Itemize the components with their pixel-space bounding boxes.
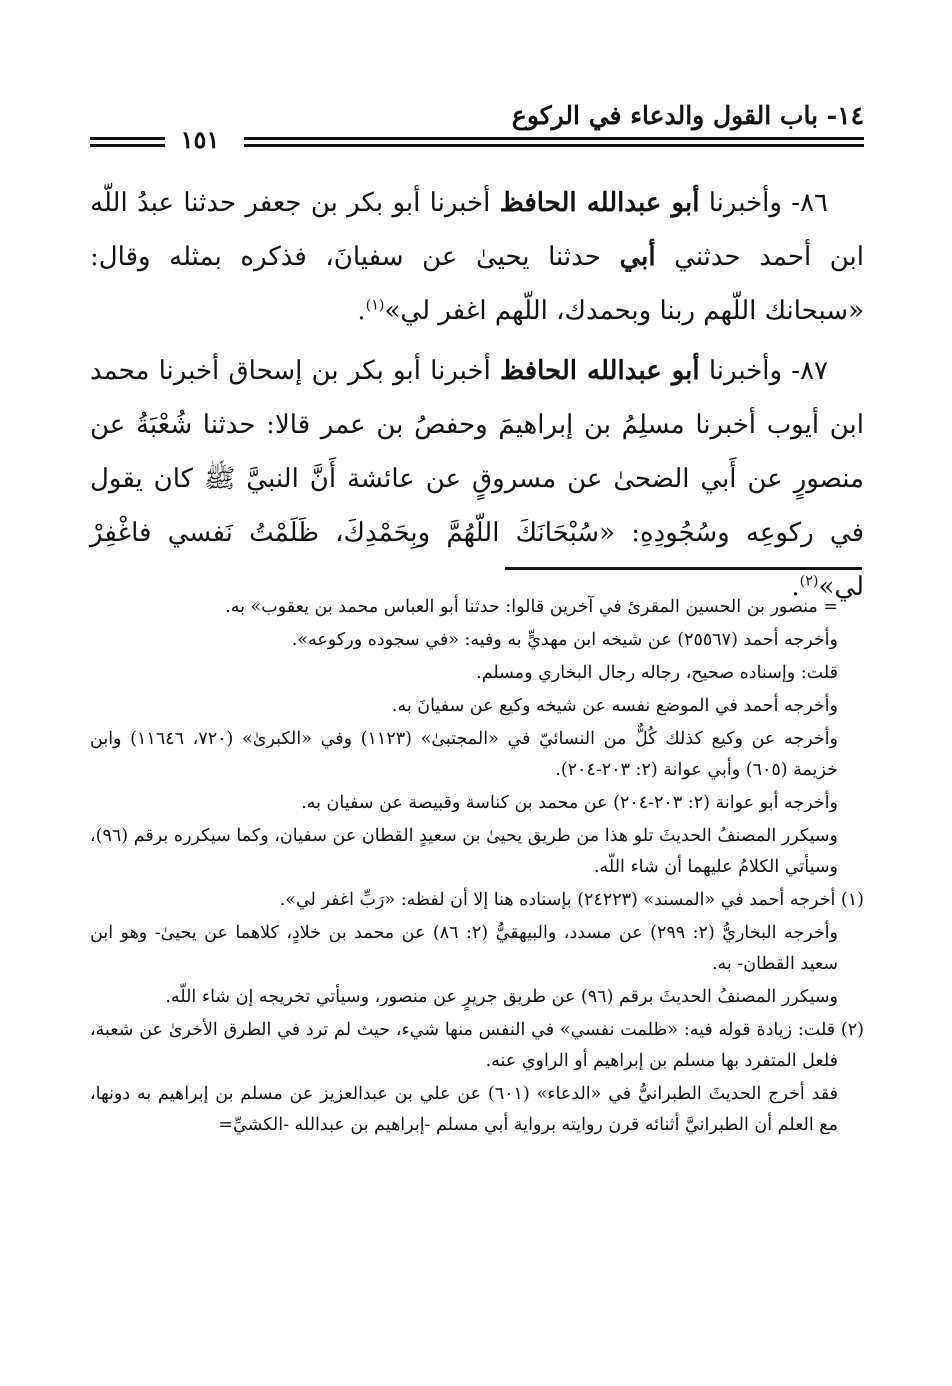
footnote-continuation-line: وأخرجه أبو عوانة (٢: ٢٠٣-٢٠٤) عن محمد بن كناسة وقبيصة عن سفيان به. bbox=[301, 793, 838, 813]
footnote-continuation-line: وأخرجه عن وكيع كذلك كُلٌّ من النسائيّ في «المجتبىٰ» (١١٢٣) وفي «الكبرىٰ» (٧٢٠، ١١٦٤٦) وابن خزيمة (٦٠٥) وأبي عوانة (٢: ٢٠٣-٢٠٤). bbox=[90, 729, 838, 780]
hadith-87-end: . bbox=[791, 572, 800, 602]
footnote-continuation-line: وأخرجه أحمد (٢٥٥٦٧) عن شيخه ابن مهديٍّ به وفيه: «في سجوده وركوعه». bbox=[291, 630, 838, 650]
hadith-86-end: . bbox=[357, 296, 366, 326]
footnote-separator bbox=[505, 567, 862, 570]
footnote-continuation-line: وسيكرر المصنفُ الحديثَ تلو هذا من طريق يحيىٰ بن سعيدٍ القطان عن سفيان، وكما سيكرره برقم (٩٦)، وسيأتي الكلامُ عليهما أن شاء اللّه. bbox=[90, 826, 838, 877]
footnote-1-line: وسيكرر المصنفُ الحديثَ برقم (٩٦) عن طريق جريرٍ عن منصور، وسيأتي تخريجه إن شاء اللّه. bbox=[165, 987, 838, 1007]
footnote-2-line: فقد أخرج الحديثَ الطبرانيُّ في «الدعاء» (٦٠١) عن علي بن عبدالعزيز عن مسلم بن إبراهيم به دونها، مع العلم أن الطبرانيَّ أثنائه قرن روايته برواية أبي مسلم -إبراهيم بن عبدالله -الكشيِّ= bbox=[90, 1084, 838, 1135]
narrator-name: أبو عبدالله الحافظ bbox=[499, 188, 700, 218]
footnote-1-line: وأخرجه البخاريُّ (٢: ٢٩٩) عن مسدد، والبيهقيُّ (٢: ٨٦) عن محمد بن خلادٍ، كلاهما عن يحيىٰ- وهو ابن سعيد القطان- به. bbox=[90, 923, 838, 974]
hadith-87 bbox=[90, 344, 864, 614]
header-rule-long-top bbox=[244, 137, 864, 140]
page-number: ١٥١ bbox=[180, 125, 220, 154]
footnotes bbox=[90, 592, 864, 1143]
chapter-title: ١٤- باب القول والدعاء في الركوع bbox=[511, 101, 864, 130]
footnote-ref-1: (١) bbox=[365, 297, 385, 314]
footnote-2: (٢) قلت: زيادة قوله فيه: «ظلمت نفسي» في النفس منها شيء، حيث لم ترد في الطرق الأخرىٰ عن شعبة، فلعل المتفرد بها مسلم بن إبراهيم أو الراوي عنه. bbox=[90, 1020, 864, 1071]
footnote-1: (١) أخرجه أحمد في «المسند» (٢٤٢٢٣) بإسناده هنا إلا أن لفظه: «رَبِّ اغفر لي». bbox=[279, 890, 864, 910]
narrator-name: أبو عبدالله الحافظ bbox=[500, 356, 700, 386]
header-rule-short-bottom bbox=[90, 144, 165, 147]
hadith-86 bbox=[90, 176, 864, 338]
header-rule-short-top bbox=[90, 137, 165, 140]
footnote-continuation-line: قلت: وإسناده صحيح، رجاله رجال البخاري ومسلم. bbox=[476, 663, 838, 683]
footnote-continuation-line: = منصور بن الحسين المقرئ في آخرين قالوا: حدثنا أبو العباس محمد بن يعقوب» به. bbox=[225, 597, 838, 617]
hadith-86-text: أخبرنا أبو بكر بن جعفر حدثنا عبدُ اللّه ابن أحمد حدثني bbox=[90, 188, 865, 272]
narrator-father: أبي bbox=[619, 242, 656, 272]
hadith-86-text-cont: حدثنا يحيىٰ عن سفيانَ، فذكره بمثله وقال: «سبحانك اللّهم ربنا وبحمدك، اللّهم اغفر لي» bbox=[90, 242, 864, 326]
header-rule-long-bottom bbox=[244, 144, 864, 147]
hadith-87-text: أخبرنا أبو بكر بن إسحاق أخبرنا محمد ابن أيوب أخبرنا مسلِمُ بن إبراهيمَ وحفصُ بن عمر قالا: حدثنا شُعْبَةُ عن منصورٍ عن أَبي الضحىٰ عن مسروقٍ عن عائشة أَنَّ النبيَّ ﷺ كان يقول في ركوعِه وسُجُودِهِ: «سُبْحَانَكَ اللّهُمَّ وبِحَمْدِكَ، ظَلَمْتُ نَفسي فاغْفِرْ لي» bbox=[90, 356, 864, 602]
hadith-86-number: ٨٦- وأخبرنا bbox=[699, 188, 828, 218]
main-text bbox=[90, 176, 864, 620]
footnote-ref-2: (٢) bbox=[799, 573, 819, 590]
footnote-continuation-line: وأخرجه أحمد في الموضع نفسه عن شيخه وكيع عن سفيانَ به. bbox=[391, 696, 838, 716]
hadith-87-number: ٨٧- وأخبرنا bbox=[699, 356, 829, 386]
